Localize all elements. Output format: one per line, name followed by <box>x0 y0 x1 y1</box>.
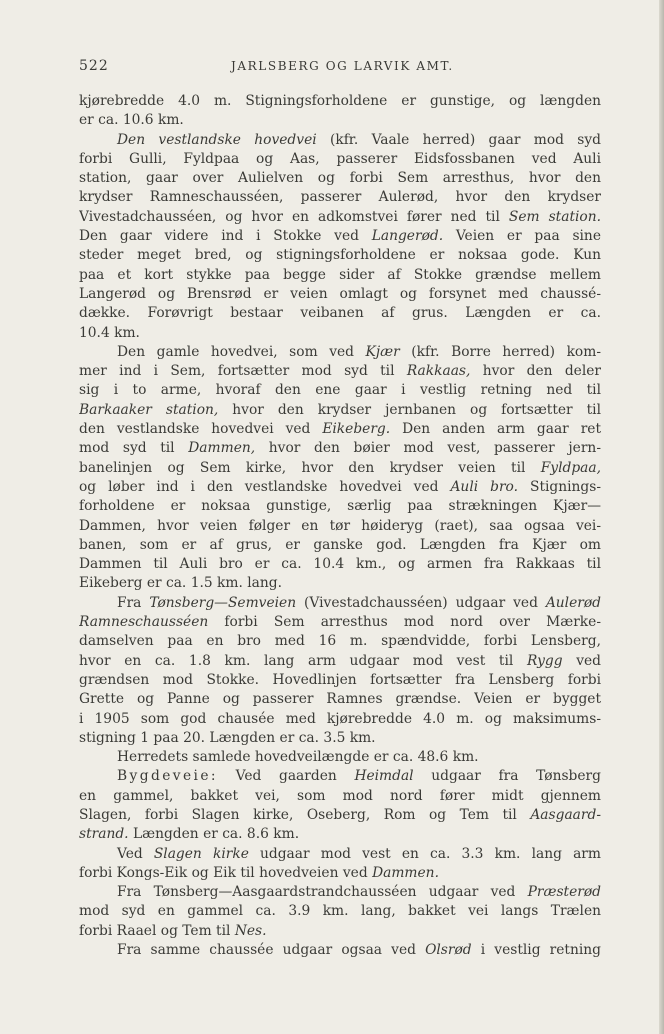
text-line: banen, som er af grus, er ganske god. Længden fra Kjær om <box>79 536 601 553</box>
text-line: Herredets samlede hovedveilængde er ca. 48.6 km. <box>117 749 479 766</box>
text-line: forholdene er noksaa gunstige, særlig paa strækningen Kjær— <box>79 498 601 515</box>
text-line: Den gaar videre ind i Stokke ved Langerød. Veien er paa sine <box>79 228 601 245</box>
text-line: mod syd en gammel ca. 3.9 km. lang, bakket vei langs Trælen <box>79 903 601 920</box>
text-line: Den gamle hovedvei, som ved Kjær (kfr. Borre herred) kom- <box>117 343 601 360</box>
text-line: steder meget bred, og stigningsforholdene er noksaa gode. Kun <box>79 247 601 264</box>
text-line: Vivestadchausséen, og hvor en adkomstvei fører ned til Sem station. <box>79 208 601 225</box>
text-line: stigning 1 paa 20. Længden er ca. 3.5 km. <box>79 729 376 746</box>
page-header <box>79 58 599 78</box>
text-line: damselven paa en bro med 16 m. spændvidde, forbi Lensberg, <box>79 633 601 650</box>
text-line: krydser Ramneschausséen, passerer Aulerød, hvor den krydser <box>79 189 601 206</box>
text-line: Ramneschausséen forbi Sem arresthus mod nord over Mærke- <box>79 614 601 631</box>
text-line: forbi Raael og Tem til Nes. <box>79 922 267 939</box>
text-line: paa et kort stykke paa begge sider af Stokke grændse mellem <box>79 266 601 283</box>
text-line: Eikeberg er ca. 1.5 km. lang. <box>79 575 282 592</box>
text-line: hvor en ca. 1.8 km. lang arm udgaar mod vest til Rygg ved <box>79 652 601 669</box>
text-line: mod syd til Dammen, hvor den bøier mod vest, passerer jern- <box>79 440 601 457</box>
text-line: Fra Tønsberg—Semveien (Vivestadchausséen) udgaar ved Aulerød <box>117 594 601 611</box>
text-line: i 1905 som god chausée med kjørebredde 4.0 m. og maksimums- <box>79 710 601 727</box>
text-line: strand. Længden er ca. 8.6 km. <box>79 826 300 843</box>
page-number: 522 <box>79 58 109 74</box>
text-line: banelinjen og Sem kirke, hvor den krydser veien til Fyldpaa, <box>79 459 601 476</box>
text-line: Fra Tønsberg—Aasgaardstrandchausséen udgaar ved Præsterød <box>117 884 601 901</box>
text-line: Fra samme chaussée udgaar ogsaa ved Olsrød i vestlig retning <box>117 942 601 959</box>
text-line: den vestlandske hovedvei ved Eikeberg. Den anden arm gaar ret <box>79 421 601 438</box>
text-line: Dammen, hvor veien følger en tør høideryg (raet), saa ogsaa vei- <box>79 517 601 534</box>
text-line: Ved Slagen kirke udgaar mod vest en ca. 3.3 km. lang arm <box>117 845 601 862</box>
text-line: Barkaaker station, hvor den krydser jernbanen og fortsætter til <box>79 401 601 418</box>
text-line: dække. Forøvrigt bestaar veibanen af grus. Længden er ca. <box>79 305 601 322</box>
running-title: JARLSBERG OG LARVIK AMT. <box>231 59 454 73</box>
text-line: mer ind i Sem, fortsætter mod syd til Rakkaas, hvor den deler <box>79 363 601 380</box>
text-line: Grette og Panne og passerer Ramnes grændse. Veien er bygget <box>79 691 601 708</box>
body-text <box>79 92 601 960</box>
text-line: Dammen til Auli bro er ca. 10.4 km., og armen fra Rakkaas til <box>79 556 601 573</box>
text-line: Den vestlandske hovedvei (kfr. Vaale herred) gaar mod syd <box>117 131 601 148</box>
text-line: forbi Gulli, Fyldpaa og Aas, passerer Eidsfossbanen ved Auli <box>79 150 601 167</box>
text-line: og løber ind i den vestlandske hovedvei ved Auli bro. Stignings- <box>79 478 601 495</box>
text-line: 10.4 km. <box>79 324 140 341</box>
text-line: station, gaar over Aulielven og forbi Sem arresthus, hvor den <box>79 170 601 187</box>
text-line: grændsen mod Stokke. Hovedlinjen fortsætter fra Lensberg forbi <box>79 671 601 688</box>
text-line: sig i to arme, hvoraf den ene gaar i vestlig retning ned til <box>79 382 601 399</box>
text-line: en gammel, bakket vei, som mod nord fører midt gjennem <box>79 787 601 804</box>
text-line: kjørebredde 4.0 m. Stigningsforholdene er gunstige, og længden <box>79 93 601 109</box>
text-line: er ca. 10.6 km. <box>79 112 184 129</box>
text-line: Slagen, forbi Slagen kirke, Oseberg, Rom og Tem til Aasgaard- <box>79 806 601 823</box>
text-line: Bygdeveie: Ved gaarden Heimdal udgaar fra Tønsberg <box>117 768 601 785</box>
page-edge <box>659 0 664 1034</box>
text-line: forbi Kongs-Eik og Eik til hovedveien ved Dammen. <box>79 864 439 881</box>
text-line: Langerød og Brensrød er veien omlagt og forsynet med chaussé- <box>79 285 601 302</box>
